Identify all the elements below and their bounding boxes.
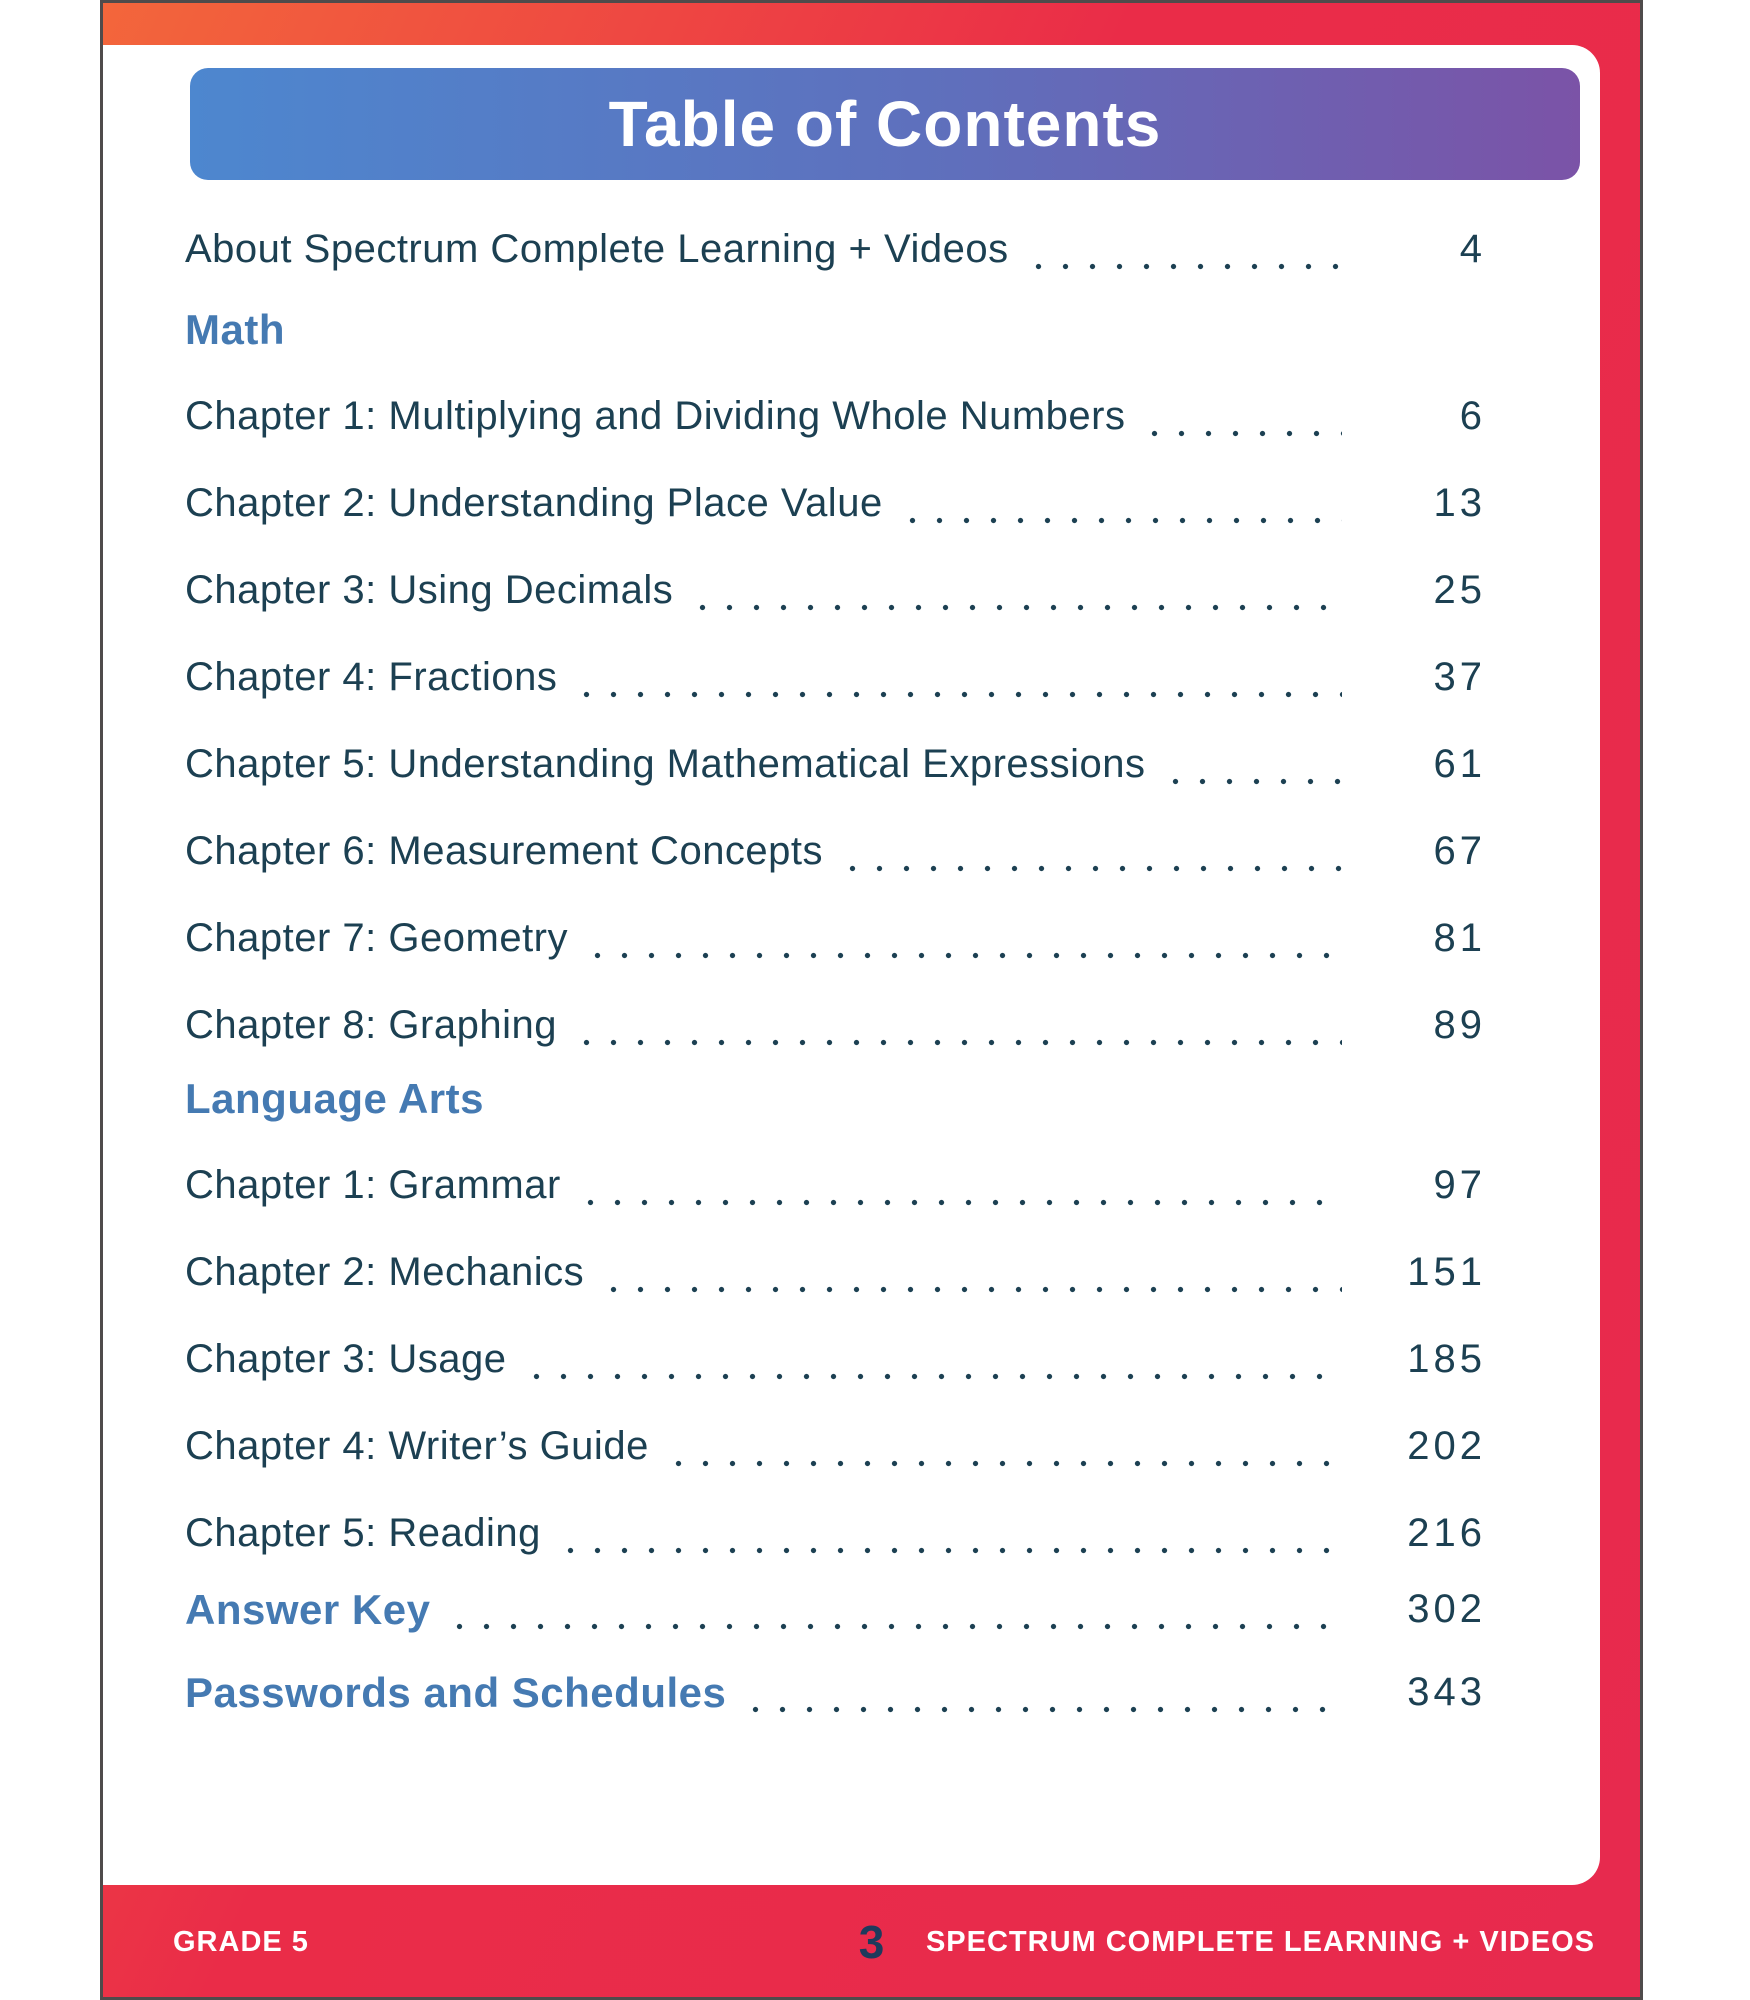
toc-entry-label: Chapter 8: Graphing: [185, 1003, 557, 1047]
toc-entry-page: 4: [1459, 227, 1486, 271]
toc-entry-label: Chapter 1: Multiplying and Dividing Whole Numbers: [185, 394, 1126, 438]
dotted-leader: [573, 691, 1342, 698]
toc-entry-label: Chapter 5: Understanding Mathematical Expressions: [185, 742, 1146, 786]
dotted-leader: [742, 1706, 1342, 1713]
toc-entry-page: 97: [1433, 1163, 1486, 1207]
toc-entry-label: Passwords and Schedules: [185, 1668, 727, 1716]
workbook-cover-page: [100, 0, 1643, 2000]
dotted-leader: [573, 1039, 1342, 1046]
toc-entry: [185, 1316, 1486, 1403]
toc-entry-page: 343: [1407, 1670, 1486, 1714]
footer-page-number: 3: [858, 1916, 885, 1968]
toc-entry-page: 302: [1407, 1587, 1486, 1631]
footer-band: [103, 1887, 1640, 1997]
footer-grade-label: GRADE 5: [173, 1925, 309, 1958]
dotted-leader: [1141, 430, 1342, 437]
dotted-leader: [584, 952, 1342, 959]
dotted-leader: [577, 1199, 1342, 1206]
toc-entry-passwords-schedules: [185, 1649, 1486, 1736]
toc-entry-page: 202: [1407, 1424, 1486, 1468]
toc-entry-label: Chapter 6: Measurement Concepts: [185, 829, 824, 873]
toc-entry-label: Chapter 1: Grammar: [185, 1163, 561, 1207]
page-title: Table of Contents: [608, 88, 1162, 160]
content-page: [103, 45, 1600, 1885]
dotted-leader: [557, 1547, 1342, 1554]
dotted-leader: [1162, 778, 1342, 785]
toc-entry-label: Chapter 3: Usage: [185, 1337, 507, 1381]
toc-entry-label: Chapter 3: Using Decimals: [185, 568, 674, 612]
dotted-leader: [899, 517, 1342, 524]
toc-entry-label: Chapter 4: Writer’s Guide: [185, 1424, 649, 1468]
toc-entry-answer-key: [185, 1566, 1486, 1653]
toc-entry: [185, 634, 1486, 721]
toc-entry-label: About Spectrum Complete Learning + Videos: [185, 227, 1009, 271]
toc-entry: [185, 460, 1486, 547]
toc-entry-label: Chapter 2: Mechanics: [185, 1250, 585, 1294]
toc-entry-label: Chapter 2: Understanding Place Value: [185, 481, 883, 525]
toc-entry-page: 89: [1433, 1003, 1486, 1047]
toc-entry: [185, 206, 1486, 293]
toc-entry: [185, 373, 1486, 460]
toc-entry-page: 67: [1433, 829, 1486, 873]
toc-entry: [185, 1403, 1486, 1490]
toc-entry-page: 185: [1407, 1337, 1486, 1381]
dotted-leader: [523, 1373, 1342, 1380]
toc-section-label: Math: [185, 305, 285, 353]
toc-entry: [185, 547, 1486, 634]
toc-entry-page: 37: [1433, 655, 1486, 699]
toc-entry: [185, 895, 1486, 982]
toc-entry-page: 151: [1407, 1250, 1486, 1294]
page-title-banner: [190, 68, 1580, 180]
toc-entry-page: 81: [1433, 916, 1486, 960]
footer-brand-label: SPECTRUM COMPLETE LEARNING + VIDEOS: [925, 1925, 1595, 1958]
toc-section-heading-language-arts: [185, 1055, 1486, 1142]
dotted-leader: [839, 865, 1342, 872]
toc-entry-page: 216: [1407, 1511, 1486, 1555]
toc-entry-page: 61: [1433, 742, 1486, 786]
toc-section-heading-math: [185, 286, 1486, 373]
toc-entry: [185, 1229, 1486, 1316]
dotted-leader: [446, 1623, 1342, 1630]
table-of-contents: [185, 206, 1486, 1736]
dotted-leader: [665, 1460, 1342, 1467]
dotted-leader: [689, 604, 1342, 611]
toc-section-label: Language Arts: [185, 1074, 484, 1122]
toc-entry: [185, 1490, 1486, 1577]
toc-entry-page: 6: [1459, 394, 1486, 438]
toc-entry-label: Chapter 5: Reading: [185, 1511, 541, 1555]
dotted-leader: [1025, 263, 1342, 270]
toc-entry-page: 13: [1433, 481, 1486, 525]
dotted-leader: [600, 1286, 1342, 1293]
toc-entry-label: Chapter 7: Geometry: [185, 916, 568, 960]
toc-entry: [185, 808, 1486, 895]
toc-entry-label: Answer Key: [185, 1585, 431, 1633]
toc-entry: [185, 1142, 1486, 1229]
toc-entry: [185, 721, 1486, 808]
toc-entry-page: 25: [1433, 568, 1486, 612]
toc-entry-label: Chapter 4: Fractions: [185, 655, 558, 699]
